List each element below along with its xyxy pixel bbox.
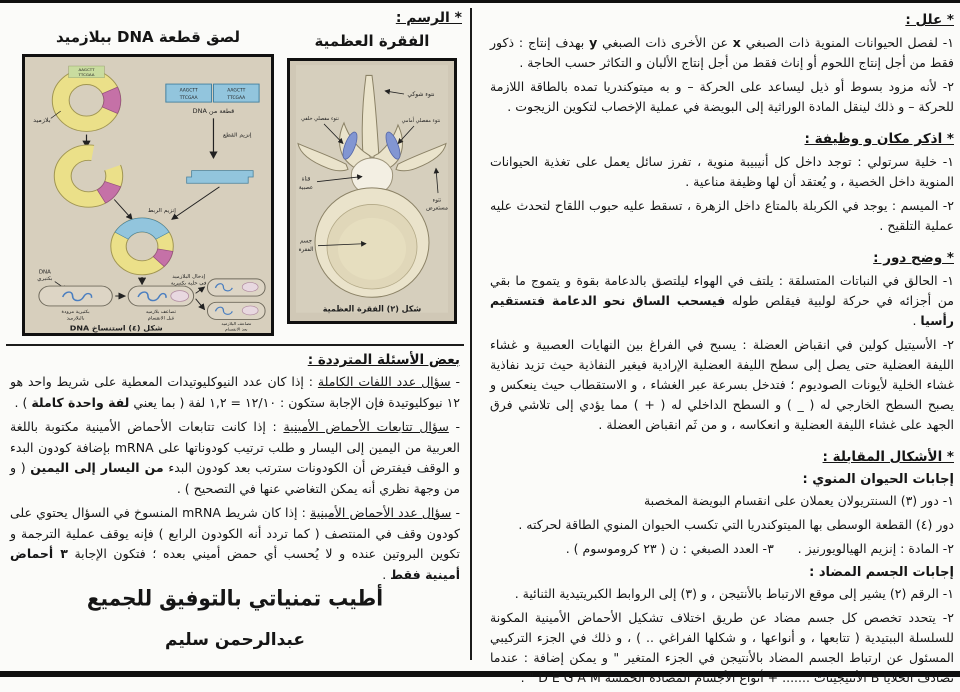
vertebra-body-center xyxy=(338,218,406,280)
plasmid-figure-svg xyxy=(25,57,271,333)
column-divider xyxy=(470,8,472,660)
vertebra-figure-title: الفقرة العظمية xyxy=(314,32,430,50)
bacterium-2-label-2: قبل الانقسام xyxy=(147,316,175,322)
bacterium-2 xyxy=(128,286,193,306)
sperm-answer-3: ٢- المادة : إنزيم الهيالويورنيز . ٣- العدد الصبغي : ن ( ٢٣ كروموسوم ) . xyxy=(565,541,954,556)
plasmid-figure-caption: شكل (٤) استنساخ DNA xyxy=(69,323,163,333)
place-item-1: ١- خلية سرتولي : توجد داخل كل أنيبيبة منوية ، تفرز سائل يعمل على تغذية الحيوانات المنوية داخل الخصية ، و يُعتقد أن لها وظيفة مناعية . xyxy=(490,154,954,189)
sperm-answer-1: ١- دور (٣) السنتريولان يعملان على انقسام البويضة المخصبة xyxy=(643,493,954,508)
explain-item-1: ١- لفصل الحيوانات المنوية ذات الصبغي x عن الأخرى ذات الصبغي y بهدف إنتاج : ذكور فقط من أجل إنتاج اللحوم أو إناث فقط من أجل إنتاج الألبان و التكاثر حسب الحاجة . xyxy=(490,35,954,70)
anterior-articular-label: نتوء مفصلي أمامي xyxy=(401,117,441,124)
subheader-sperm-answers: إجابات الحيوان المنوي : xyxy=(802,472,954,487)
bacterium-3-label-1: تضاعف البلازميد xyxy=(221,322,252,327)
farewell-calligraphy: أطيب تمنياتي بالتوفيق للجميع xyxy=(86,585,384,611)
left-column-divider-rule xyxy=(6,344,464,346)
bacterial-dna-label-2: بكتيري xyxy=(37,275,53,282)
role-item-2: ٢- الأسيتيل كولين في انقباض العضلة : يسبح في الفراغ بين النهايات العصبية و غشاء الليفة العضلية حتى يصل إلى سطح الليفة العضلية الإرادية فيغير النفاذية حيث تزيد نفاذية غشاء الخلية لأيونات الصوديوم ؛ فتدخل بسرعة عبر الغشاء ، و الاستقطاب حيث ينعكس و يصبح السطح الخارجي له ( _ ) و السطح الداخلي له ( + ) مما يؤدي إلى تلاشي فرق الجهد على غشاء الليفة العضلية و انعكاسه ، و من ثَم انقباض العضلة . xyxy=(490,337,954,432)
vertebra-body-label-2: الفقرة xyxy=(298,246,314,253)
bacterium-3a xyxy=(208,279,266,296)
faq-item-3: - سؤال عدد الأحماض الأمينية : إذا كان شريط mRNA المنسوخ في السؤال يحتوي على كودون وقف في المنتصف ( كما تردد أنه الكودون الرابع ) فإنه يوقف عملية الترجمة و تكوين البروتين عنده و لا يُحسب أي حمض أميني بعده ؛ فتكون الإجابة ٣ أحماض أمينية فقط . xyxy=(10,505,460,582)
top-rule xyxy=(0,0,960,3)
plasmid-figure-title: لصق قطعة DNA ببلازميد xyxy=(55,28,241,46)
dna-piece-label: قطعة من DNA xyxy=(192,108,235,115)
plasmid-seq-bottom: TTCGAA xyxy=(78,72,95,77)
role-item-1: ١- الحالق في النباتات المتسلقة : يلتف في الهواء ليلتصق بالدعامة بقوة و يتموج ما بقي من أجزائه في حركة لولبية فيقلص طوله فيسحب الساق نحو الدعامة فتستقيم رأسيا . xyxy=(490,273,954,328)
antibody-answer-2: ٢- يتحدد تخصص كل جسم مضاد عن طريق اختلاف تشكيل الأحماض الأمينية المكونة للسلسلة الببتيدية ( تتابعها ، و أنواعها ، و شكلها الفراغي .. ) ، و ذلك في الجزء التركيبي المسئول عن ارتباط الجسم المضاد بالأنتيجن في الجزء المتغير " و يمكن إضافة : عندما تصادف الخلايا B الأنتيجينات ....... + أنواع الأجسام المضادة الخمسة D E G A M " . xyxy=(490,610,954,685)
subheader-antibody-answers: إجابات الجسم المضاد : xyxy=(809,565,954,580)
section-header-place-function: * اذكر مكان و وظيفة : xyxy=(804,131,954,147)
bacterium-3-label-2: بعد الانقسام xyxy=(225,327,248,333)
right-column xyxy=(490,10,954,692)
dna-seq: AAGCTT xyxy=(227,88,246,94)
faq-item-1: - سؤال عدد اللفات الكاملة : إذا كان عدد النيوكليوتيدات المعطية على شريط واحد هو ١٢ نيوكليوتيدة فإن الإجابة ستكون : ١٢/١٠ = ١,٢ لفة ( بما يعني لفة واحدة كاملة ) . xyxy=(10,374,461,410)
vertebra-figure xyxy=(287,58,457,324)
author-signature: عبدالرحمن سليم xyxy=(165,630,305,650)
sperm-answer-2: دور (٤) القطعة الوسطى بها الميتوكندريا التي تكسب الحيوان المنوي الطاقة لحركته . xyxy=(518,517,954,532)
vertebra-body-label-1: جسم xyxy=(300,238,312,245)
cut-enzyme-label: إنزيم القطع xyxy=(222,132,252,139)
dna-seq: AAGCTT xyxy=(179,88,198,94)
posterior-articular-label: نتوء مفصلي خلفي xyxy=(301,115,339,122)
bacterium-1-label-2: بالبلازميد xyxy=(66,316,85,322)
plasmid-label: بلازميد xyxy=(33,117,51,124)
faq-section xyxy=(10,350,460,589)
bacterial-dna-label-1: DNA xyxy=(38,269,51,276)
dna-seq: TTCGAA xyxy=(227,96,246,101)
plasmid-seq-top: AAGCTT xyxy=(78,67,95,72)
left-column xyxy=(6,6,464,674)
insert-label-1: إدخال البلازميد xyxy=(172,274,206,280)
spinous-label: نتوء شوكي xyxy=(407,91,435,99)
section-header-drawing: * الرسم : xyxy=(395,10,462,26)
vertebra-figure-svg xyxy=(290,61,454,321)
bacterium-3b xyxy=(208,302,266,319)
bacterium-2-label-1: تضاعف بلازميد xyxy=(145,310,177,316)
place-item-2: ٢- الميسم : يوجد في الكربلة بالمتاع داخل الزهرة ، تسقط عليه حبوب اللقاح لتحدث عليه عملية التلقيح . xyxy=(490,198,954,233)
neural-canal-shape xyxy=(351,158,392,191)
ligase-label: إنزيم الربط xyxy=(147,208,176,215)
neural-canal-label-1: قناة xyxy=(301,176,311,183)
dna-seq: TTCGAA xyxy=(179,96,198,101)
faq-header: بعض الأسئلة المترددة : xyxy=(307,352,460,368)
insert-label-2: في خلية بكتيرية xyxy=(170,280,207,287)
bacterium-1 xyxy=(39,286,112,306)
antibody-answer-1: ١- الرقم (٢) يشير إلى موقع الارتباط بالأنتيجن ، و (٣) إلى الروابط الكبريتيدية الثنائية . xyxy=(514,586,954,601)
recombinant-plasmid xyxy=(111,218,173,275)
section-header-role: * وضح دور : xyxy=(873,250,954,266)
section-header-explain: * علل : xyxy=(905,12,954,28)
cut-dna-fragment xyxy=(187,171,253,184)
faq-item-2: - سؤال تتابعات الأحماض الأمينية : إذا كانت تتابعات الأحماض الأمينية مكتوبة باللغة العربية من اليمين إلى اليسار و طلب ترتيب كودوناتها على mRNA بإضافة كودون البدء و الوقف فيفترض أن الكودونات سترتب بعد كودون البدء من اليسار إلى اليمين ( و من وجهة نظري أنه يمكن التغاضي عنها في التصحيح ) . xyxy=(10,419,461,496)
neural-canal-label-2: عصبية xyxy=(298,184,314,191)
transverse-label-2: مستعرض xyxy=(426,205,448,212)
bacterium-1-label-1: بكتيرية مزودة xyxy=(61,310,90,316)
explain-item-2: ٢- لأنه مزود بسوط أو ذيل ليساعد على الحركة – و به ميتوكندريا تمده بالطاقة اللازمة للحركة – و ذلك لينقل المادة الوراثية إلى البويضة في عملية الإخصاب لتكوين الزيجوت . xyxy=(490,79,954,114)
plasmid-figure xyxy=(22,54,274,336)
transverse-label-1: نتوء xyxy=(432,197,442,204)
section-header-figures: * الأشكال المقابلة : xyxy=(822,449,954,465)
vertebra-figure-caption: شكل (٢) الفقرة العظمية xyxy=(322,303,422,314)
